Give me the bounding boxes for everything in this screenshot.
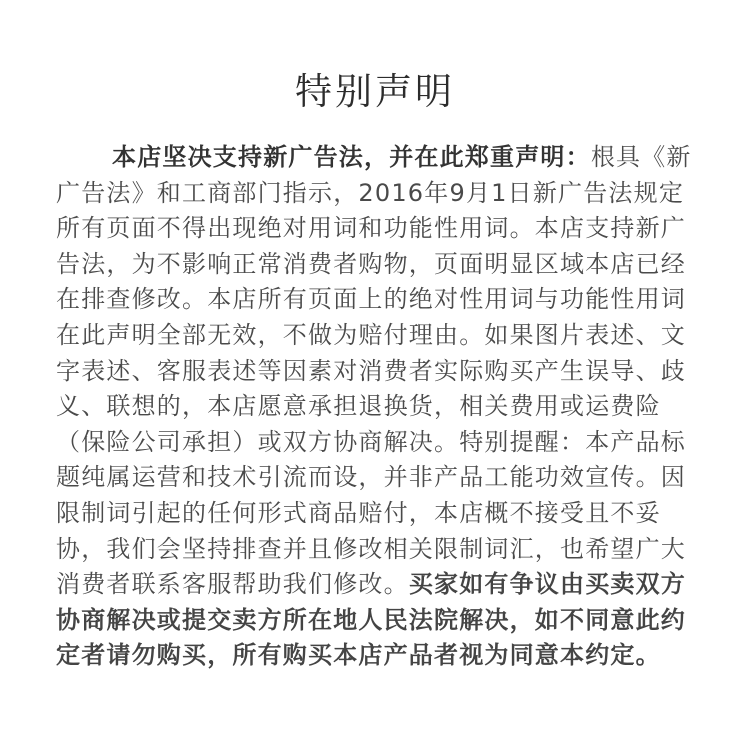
statement-body: 根具《新广告法》和工商部门指示，2016年9月1日新广告法规定所有页面不得出现绝对用词和功能性用词。本店支持新广告法，为不影响正常消费者购物，页面明显区域本店已经在排查修改。本店所有页面上的绝对性用词与功能性用词在此声明全部无效，不做为赔付理由。如果图片表述、文字表述、客服表述等因素对消费者实际购买产生误导、歧义、联想的，本店愿意承担退换货，相关费用或运费险（保险公司承担）或双方协商解决。特别提醒：本产品标题纯属运营和技术引流而设，并非产品工能功效宣传。因限制词引起的任何形式商品赔付，本店概不接受且不妥协，我们会坚持排查并且修改相关限制词汇，也希望广大消费者联系客服帮助我们修改。 (56, 143, 692, 599)
statement-paragraph (56, 140, 706, 674)
statement-lead: 本店坚决支持新广告法，并在此郑重声明： (112, 143, 591, 171)
page-title: 特别声明 (295, 70, 455, 113)
statement-closing: 买家如有争议由买卖双方协商解决或提交卖方所在地人民法院解决，如不同意此约定者请勿购买，所有购买本店产品者视为同意本约定。 (56, 570, 687, 670)
